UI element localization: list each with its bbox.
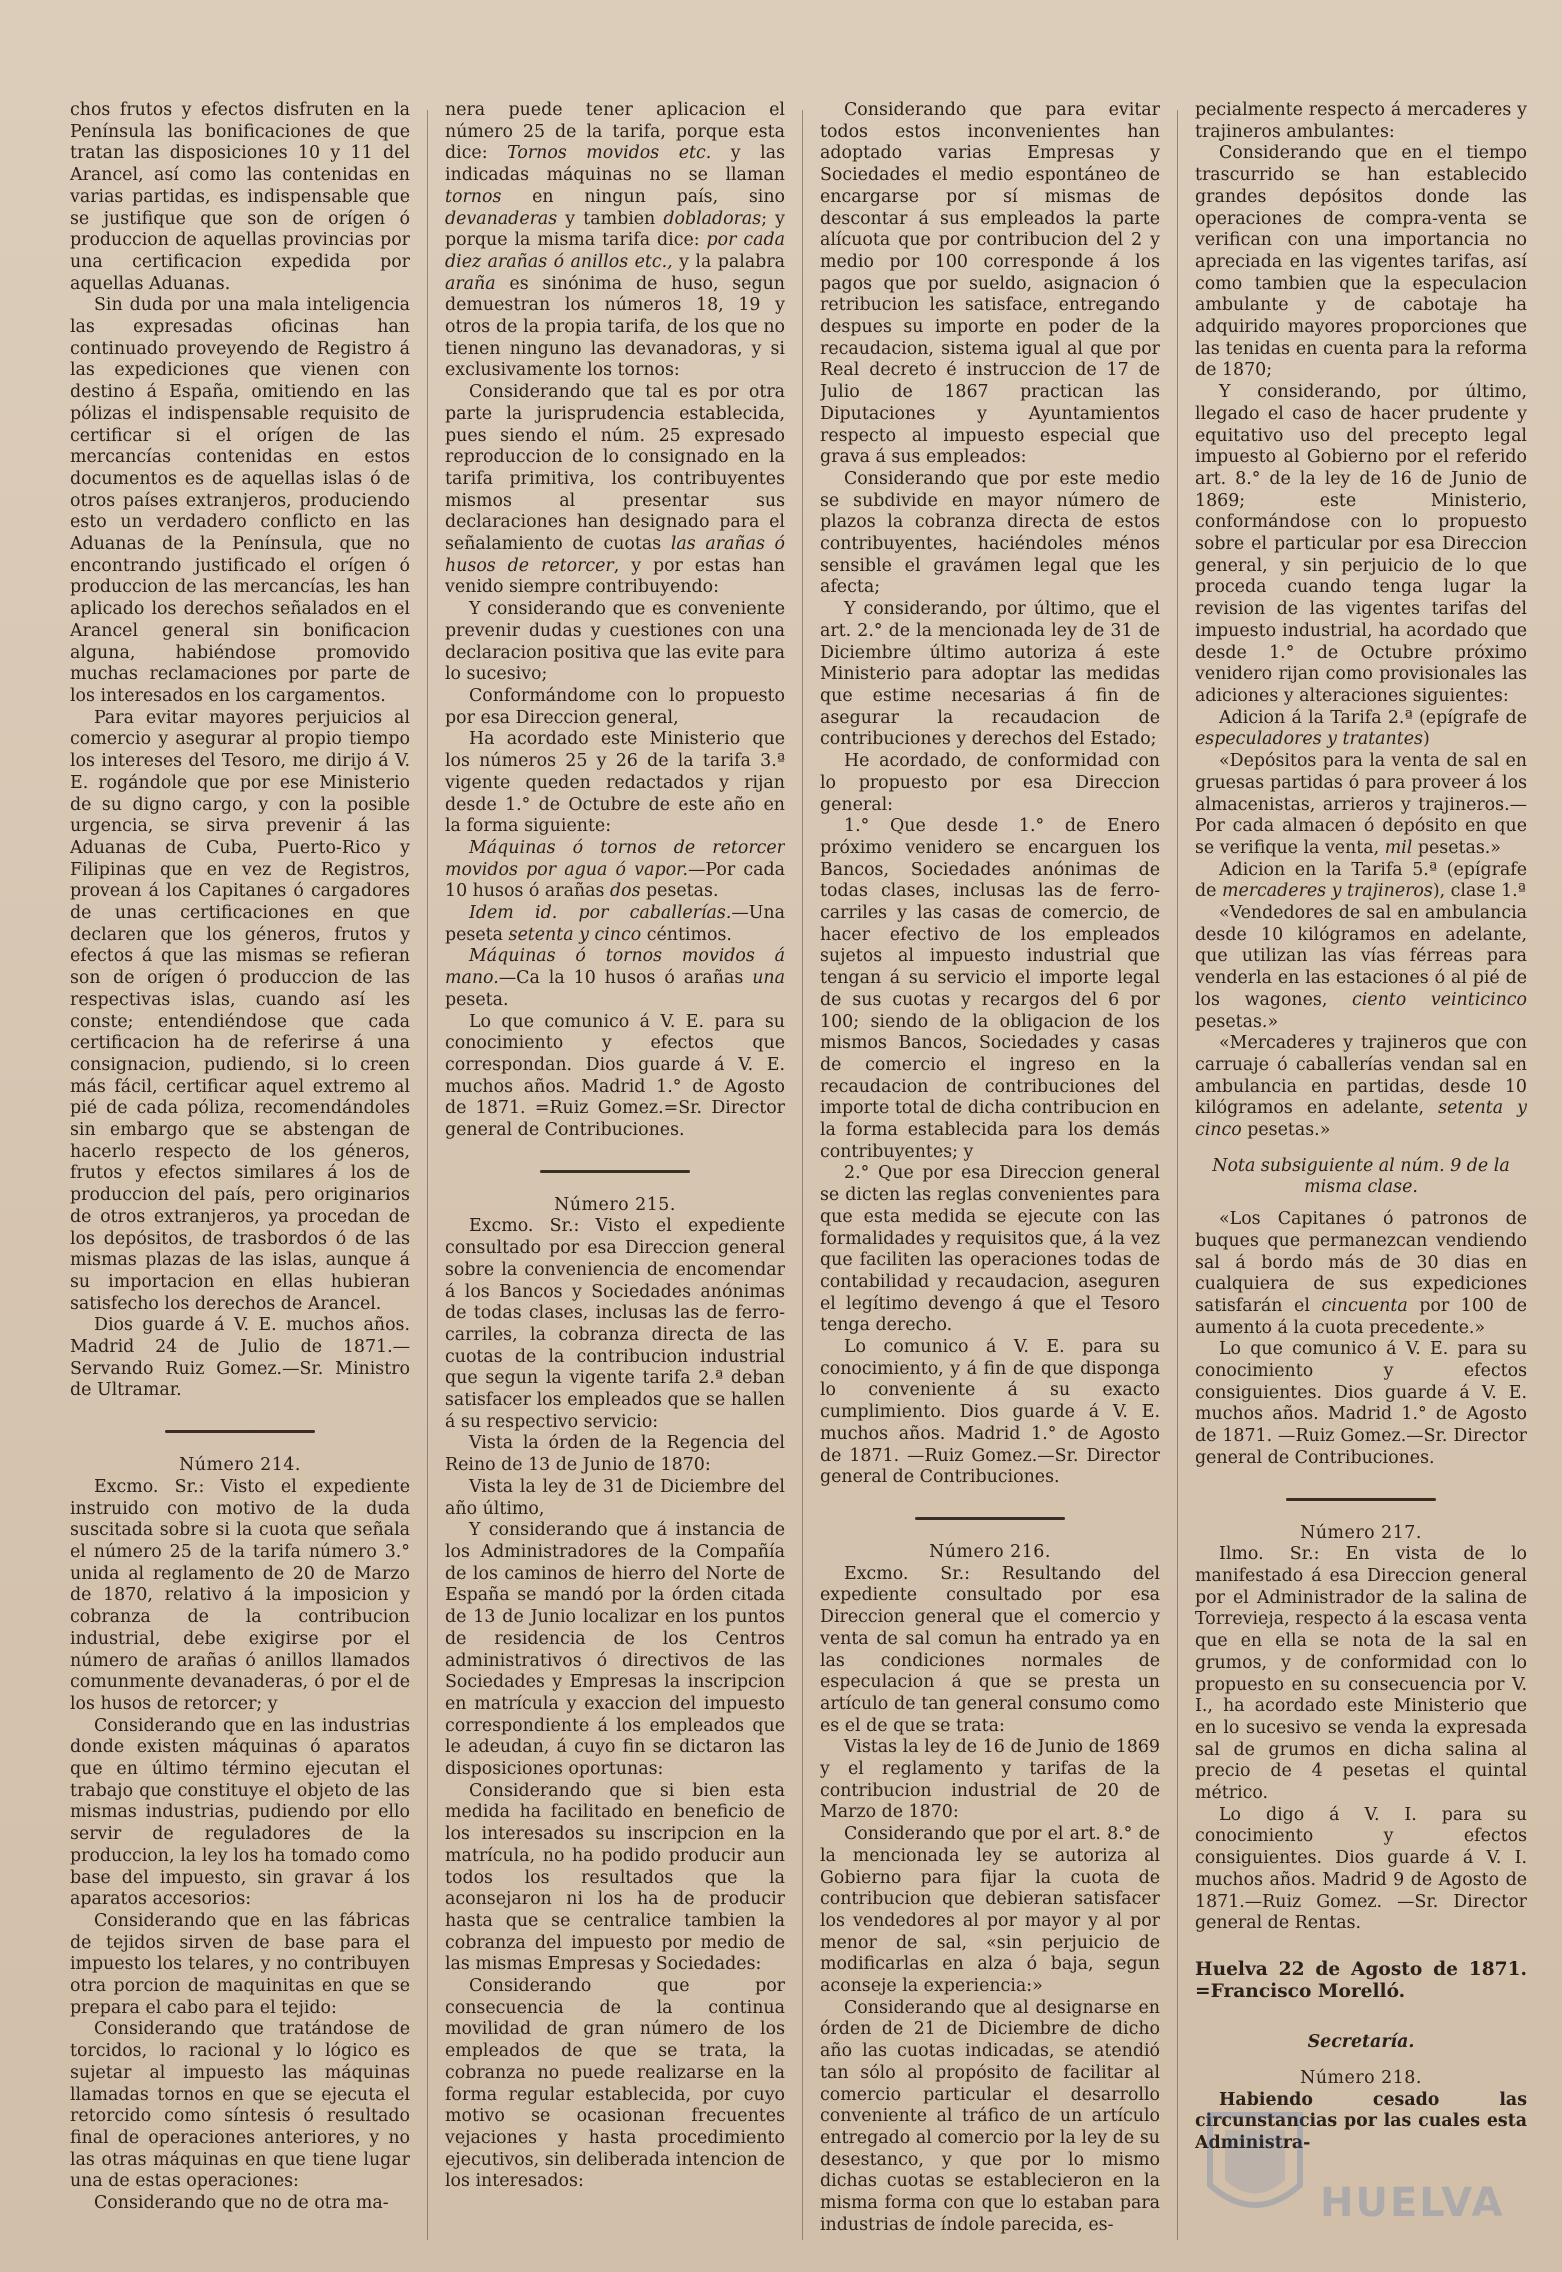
tariff-item: Máquinas ó tornos movidos á mano.—Ca la 10 husos ó arañas una peseta. [445,946,785,1010]
signature-line: Huelva 22 de Agosto de 1871. =Francisco Morelló. [1195,1958,1527,2002]
paragraph: He acordado, de conformidad con lo propuesto por esa Direccion general: [820,751,1160,815]
paragraph: Ha acordado este Ministerio que los números 25 y 26 de la tarifa 3.ª vigente queden redactados y rijan desde 1.° de Octubre de este año en la forma siguiente: [445,729,785,837]
paragraph: Lo digo á V. I. para su conocimiento y efectos consiguientes. Dios guarde á V. I. muchos años. Madrid 9 de Agosto de 1871.—Ruiz Gomez. —Sr. Director general de Rentas. [1195,1804,1527,1934]
paragraph: Excmo. Sr.: Resultando del expediente consultado por esa Direccion general que el comercio y venta de sal comun ha entrado ya en las condiciones normales de especulacion á que se presta un artículo de tan general consumo como es el de que se trata: [820,1563,1160,1736]
paragraph: Vistas la ley de 16 de Junio de 1869 y el reglamento y tarifas de la contribucion industrial de 20 de Marzo de 1870: [820,1737,1160,1823]
column-1 [70,100,410,2250]
section-number: Número 216. [929,1542,1051,1562]
paragraph: Considerando que al designarse en órden de 21 de Diciembre de dicho año las cuotas indicadas, se atendió tan sólo al propósito de facilitar al comercio particular el desarrollo conveniente al tráfico de un artículo entregado al comercio por la ley de su desestanco, y que por lo mismo dichas cuotas se establecieron en la misma forma con que lo estaban para industrias de índole parecida, es- [820,1997,1160,2235]
stamp-text: HUELVA [1320,2180,1505,2226]
paragraph: Para evitar mayores perjuicios al comercio y asegurar al propio tiempo los intereses del Tesoro, me dirijo á V. E. rogándole que por ese Ministerio de su digno cargo, y con la posible urgencia, se sirva prevenir á las Aduanas de Cuba, Puerto-Rico y Filipinas que en vez de Registros, provean á los Capitanes ó cargadores de unas certificaciones en que declaren que los géneros, frutos y efectos á que las mismas se refieran son de orígen ó produccion de las respectivas islas, cuando así les conste; entendiéndose que cada certificacion ha de referirse á una consignacion, pudiendo, si lo creen más fácil, certificar aquel extremo al pié de cada póliza, recomendándoles sin embargo que se abstengan de hacerlo respecto de los géneros, frutos y efectos similares á los de produccion del país, pero originarios de otros extranjeros, ya procedan de los depósitos, de trasbordos ó de las mismas plazas de las islas, aunque á su importacion en ellas hubieran satisfecho los derechos de Arancel. [70,707,410,1314]
column-rule [427,110,428,2240]
section-separator [915,1517,1065,1520]
paragraph: «Mercaderes y trajineros que con carruaje ó caballerías vendan sal en ambulancia en partidas, desde 10 kilógramos en adelante, setenta y cinco pesetas.» [1195,1033,1527,1141]
column-4 [1195,100,1527,2250]
paragraph: pecialmente respecto á mercaderes y trajineros ambulantes: [1195,100,1527,142]
paragraph: Considerando que si bien esta medida ha facilitado en beneficio de los interesados su inscripcion en la matrícula, no ha podido producir aun todos los resultados que la aconsejaron ni los ha de producir hasta que se centralice tambien la cobranza del impuesto por medio de las mismas Empresas y Sociedades: [445,1780,785,1975]
paragraph: «Vendedores de sal en ambulancia desde 10 kilógramos en adelante, que utilizan las vías férreas para venderla en las estaciones ó al pié de los wagones, ciento veinticinco pesetas.» [1195,903,1527,1032]
paragraph: Vista la ley de 31 de Diciembre del año último, [445,1476,785,1519]
section-number: Número 218. [1300,2068,1422,2089]
note-heading: Nota subsiguiente al núm. 9 de la misma clase. [1212,1155,1510,1198]
paragraph: Considerando que en el tiempo trascurrido se han establecido grandes depósitos donde las operaciones de compra-venta se verifican con una importancia no apreciada en las vigentes tarifas, así como tambien que la especulacion ambulante y de cabotaje ha adquirido mayores proporciones que las tenidas en cuenta para la reforma de 1870; [1195,143,1527,381]
column-rule [1177,110,1178,2240]
column-2 [445,100,785,2250]
paragraph: Sin duda por una mala inteligencia las expresadas oficinas han continuado proveyendo de Registro á las expediciones que vienen con destino á España, omitiendo en las pólizas el indispensable requisito de certificar si el orígen de las mercancías contenidas en estos documentos es de aquellas islas ó de otros países extranjeros, produciendo esto un verdadero conflicto en las Aduanas de la Península, que no encontrando justificado el orígen ó produccion de las mercancías, les han aplicado los derechos señalados en el Arancel general sin bonificacion alguna, habiéndose promovido muchas reclamaciones por parte de los interesados en los cargamentos. [70,295,410,706]
paragraph: Lo comunico á V. E. para su conocimiento, y á fin de que disponga lo conveniente á su exacto cumplimiento. Dios guarde á V. E. muchos años. Madrid 1.° de Agosto de 1871. —Ruiz Gomez.—Sr. Director general de Contribuciones. [820,1337,1160,1488]
section-separator [1286,1498,1436,1501]
paragraph: Considerando que en las fábricas de tejidos sirven de base para el impuesto los telares, y no contribuyen otra porcion de maquinitas en que se prepara el cabo para el tejido: [70,1910,410,2018]
paragraph: Vista la órden de la Regencia del Reino de 13 de Junio de 1870: [445,1433,785,1476]
column-rule [802,110,803,2240]
paragraph: Dios guarde á V. E. muchos años. Madrid 24 de Julio de 1871.—Servando Ruiz Gomez.—Sr. Ministro de Ultramar. [70,1315,410,1401]
paragraph: «Depósitos para la venta de sal en gruesas partidas ó para proveer á los almacenistas, arrieros y trajineros.—Por cada almacen ó depósito en que se verifique la venta, mil pesetas.» [1195,751,1527,858]
paragraph: Excmo. Sr.: Visto el expediente instruido con motivo de la duda suscitada sobre si la cuota que señala el número 25 de la tarifa número 3.° unida al reglamento de 20 de Marzo de 1870, relativo á la imposicion y cobranza de la contribucion industrial, debe exigirse por el número de arañas ó anillos llamados comunmente devanaderas, ó por el de los husos de retorcer; y [70,1476,410,1714]
paragraph: chos frutos y efectos disfruten en la Península las bonificaciones de que tratan las disposiciones 10 y 11 del Arancel, así como las contenidas en varias partidas, es indispensable que se justifique que son de orígen ó produccion de aquellas provincias por una certificacion expedida por aquellas Aduanas. [70,100,410,294]
paragraph: Considerando que por el art. 8.° de la mencionada ley se autoriza al Gobierno para fijar la cuota de contribucion que debieran satisfacer los vendedores al por mayor y al por menor de sal, «sin perjuicio de modificarlas en alza ó baja, segun aconseje la experiencia:» [820,1824,1160,1997]
paragraph: Lo que comunico á V. E. para su conocimiento y efectos consiguientes. Dios guarde á V. E. muchos años. Madrid 1.° de Agosto de 1871. —Ruiz Gomez.—Sr. Director general de Contribuciones. [1195,1339,1527,1468]
paragraph: Conformándome con lo propuesto por esa Direccion general, [445,685,785,728]
paragraph: Considerando que no de otra ma- [94,2193,389,2214]
paragraph: Considerando que tal es por otra parte la jurisprudencia establecida, pues siendo el núm. 25 expresado reproduccion de lo consignado en la tarifa primitiva, los contribuyentes mismos al presentar sus declaraciones han designado para el señalamiento de cuotas las arañas ó husos de retorcer, y por estas han venido siempre contribuyendo: [445,382,785,598]
paragraph: Lo que comunico á V. E. para su conocimiento y efectos que correspondan. Dios guarde á V. E. muchos años. Madrid 1.° de Agosto de 1871. =Ruiz Gomez.=Sr. Director general de Contribuciones. [445,1011,785,1141]
section-separator [540,1170,690,1173]
paragraph: Considerando que tratándose de torcidos, lo racional y lo lógico es sujetar al impuesto las máquinas llamadas tornos en que se ejecuta el retorcido como síntesis ó resultado final de operaciones anteriores, y no las otras máquinas en que tiene lugar una de estas operaciones: [70,2019,410,2192]
section-heading: Secretaría. [1307,2032,1415,2053]
paragraph: Considerando que en las industrias donde existen máquinas ó aparatos que en último término ejecutan el trabajo que constituye el objeto de las mismas industrias, pudiendo por ello servir de reguladores de la produccion, la ley los ha tomado como base del impuesto, sin gravar á los aparatos accesorios: [70,1715,410,1910]
section-number: Número 217. [1300,1522,1422,1543]
section-number: Número 215. [554,1194,676,1215]
paragraph: Y considerando que es conveniente prevenir dudas y cuestiones con una declaracion positiva que las evite para lo sucesivo; [445,599,785,685]
section-separator [165,1430,315,1433]
column-3 [820,100,1160,2250]
paragraph: nera puede tener aplicacion el número 25 de la tarifa, porque esta dice: Tornos movidos etc. y las indicadas máquinas no se llaman tornos en ningun país, sino devanaderas y tambien dobladoras; y porque la misma tarifa dice: por cada diez arañas ó anillos etc., y la palabra araña es sinónima de huso, segun demuestran los números 18, 19 y otros de la propia tarifa, de los que no tienen ninguno las devanadoras, y si exclusivamente los tornos: [445,100,785,381]
paragraph: 1.° Que desde 1.° de Enero próximo venidero se encarguen los Bancos, Sociedades anónimas de todas clases, inclusas las de ferro-carriles y las casas de comercio, de hacer efectivo de los empleados sujetos al impuesto industrial que tengan á su servicio el importe legal de sus cuotas y recargos del 6 por 100; siendo de la obligacion de los mismos Bancos, Sociedades y casas de comercio el ingreso en la recaudacion de contribuciones del importe total de dicha contribucion en la forma establecida para los demás contribuyentes; y [820,816,1160,1162]
paragraph: Considerando que por consecuencia de la continua movilidad de gran número de los empleados de que se trata, la cobranza no puede realizarse en la forma regular establecida, por cuyo motivo se ocasionan frecuentes vejaciones y hasta procedimiento ejecutivos, sin deliberada intencion de los interesados: [445,1976,785,2192]
paragraph: 2.° Que por esa Direccion general se dicten las reglas convenientes para que esta medida se ejecute con las formalidades y requisitos que, á la vez que faciliten las operaciones todas de contabilidad y recaudacion, aseguren el legítimo devengo á que el Tesoro tenga derecho. [820,1163,1160,1336]
paragraph: Y considerando que á instancia de los Administradores de la Compañía de los caminos de hierro del Norte de España se mandó por la órden citada de 13 de Junio localizar en los puntos de residencia de los Centros administrativos ó directivos de las Sociedades y Empresas la inscripcion en matrícula y exaccion del impuesto correspondiente á los empleados que le adeudan, á cuyo fin se dictaron las disposiciones oportunas: [445,1520,785,1780]
paragraph: Ilmo. Sr.: En vista de lo manifestado á esa Direccion general por el Administrador de la salina de Torrevieja, respecto á la escasa venta que en ella se nota de la sal en grumos, y de conformidad con lo propuesto en su consecuencia por V. I., ha acordado este Ministerio que en lo sucesivo se venda la expresada sal de grumos en dicha salina al precio de 4 pesetas el quintal métrico. [1195,1544,1527,1804]
paragraph: Adicion en la Tarifa 5.ª (epígrafe de mercaderes y trajineros), clase 1.ª [1195,859,1527,902]
paragraph: Habiendo cesado las circunstancias por las cuales esta Administra- [1195,2089,1527,2154]
tariff-item: Idem id. por caballerías.—Una peseta setenta y cinco céntimos. [445,903,785,945]
paragraph: «Los Capitanes ó patronos de buques que permanezcan vendiendo sal á bordo más de 30 dias en cualquiera de sus expediciones satisfarán el cincuenta por 100 de aumento á la cuota precedente.» [1195,1209,1527,1338]
paragraph: Excmo. Sr.: Visto el expediente consultado por esa Direccion general sobre la conveniencia de encomendar á los Bancos y Sociedades anónimas de todas clases, inclusas las de ferro-carriles, la cobranza directa de las cuotas de la contribucion industrial que segun la vigente tarifa 2.ª deban satisfacer los empleados que se hallen á su respectivo servicio: [445,1216,785,1432]
paragraph: Adicion á la Tarifa 2.ª (epígrafe de especuladores y tratantes) [1195,707,1527,750]
paragraph: Y considerando, por último, llegado el caso de hacer prudente y equitativo uso del precepto legal impuesto al Gobierno por el referido art. 8.° de la ley de 16 de Junio de 1869; este Ministerio, conformándose con lo propuesto sobre el particular por esa Direccion general, y sin perjuicio de lo que proceda cuando tenga lugar la revision de las vigentes tarifas del impuesto industrial, ha acordado que desde 1.° de Octubre próximo venidero rijan como provisionales las adiciones y alteraciones siguientes: [1195,382,1527,706]
paragraph: Considerando que para evitar todos estos inconvenientes han adoptado varias Empresas y Sociedades el medio espontáneo de encargarse por sí mismas de descontar á sus empleados la parte alícuota que por contribucion del 2 y medio por 100 corresponde á los pagos que por sueldo, asignacion ó retribucion les satisface, entregando despues su importe en poder de la recaudacion, sistema igual al que por Real decreto é instruccion de 17 de Julio de 1867 practican las Diputaciones y Ayuntamientos respecto al impuesto especial que grava á sus empleados: [820,100,1160,468]
section-number: Número 214. [179,1455,301,1476]
paragraph: Considerando que por este medio se subdivide en mayor número de plazos la cobranza directa de estos contribuyentes, haciéndoles ménos sensible el gravámen legal que les afecta; [820,468,1160,598]
paragraph: Y considerando, por último, que el art. 2.° de la mencionada ley de 31 de Diciembre último autoriza á este Ministerio para adoptar las medidas que estime necesarias á fin de asegurar la recaudacion de contribuciones y derechos del Estado; [820,599,1160,750]
tariff-item: Máquinas ó tornos de retorcer movidos por agua ó vapor.—Por cada 10 husos ó arañas dos pesetas. [445,837,785,902]
